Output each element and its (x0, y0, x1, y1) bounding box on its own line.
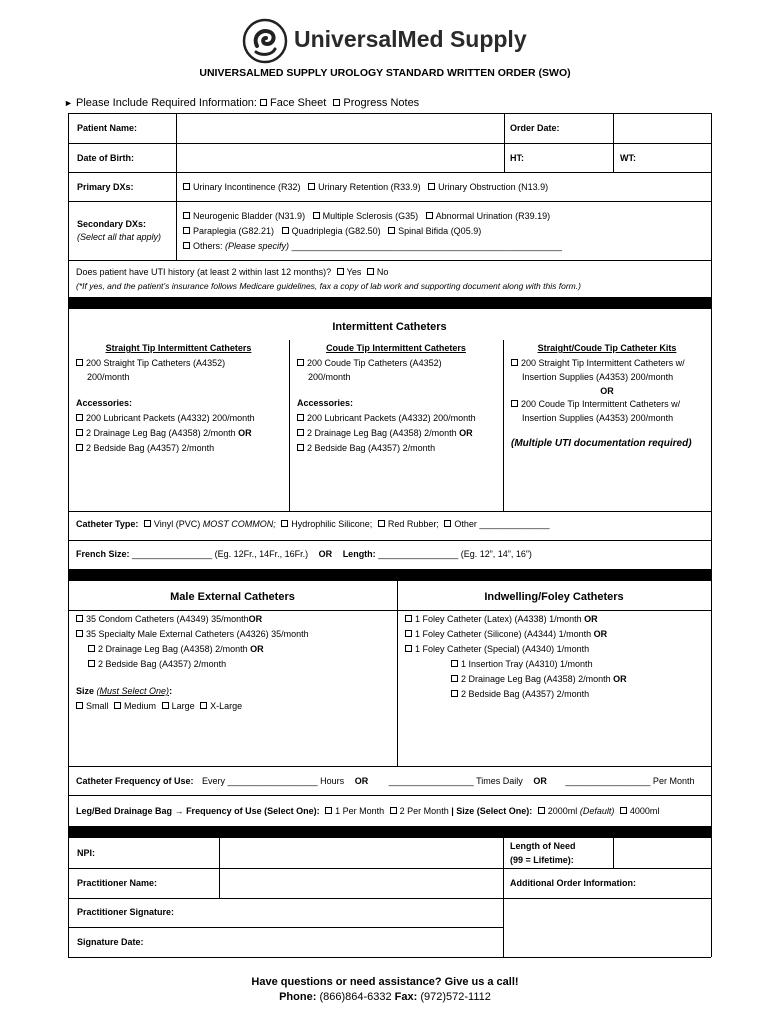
swirl-logo-icon (242, 18, 288, 64)
logo (240, 18, 540, 64)
others-input[interactable]: ______________________________________________________ (291, 241, 562, 251)
others-hint: (Please specify) (225, 241, 290, 251)
length-need-label: Length of Need (510, 841, 576, 851)
male-leg-bag-item (88, 644, 264, 654)
dob-label: Date of Birth: (77, 153, 134, 163)
item-label: 2 Bedside Bag (A4357) 2/month (98, 659, 227, 669)
arrow-right-icon: → (174, 806, 184, 816)
straight-tip-item (76, 358, 225, 368)
signature-field[interactable] (190, 900, 502, 926)
item-label: 1 Foley Catheter (Silicone) (A4344) 1/month (415, 629, 592, 639)
large-checkbox[interactable] (162, 702, 169, 709)
or-label: OR (459, 428, 473, 438)
option-label: Urinary Obstruction (N13.9) (438, 182, 549, 192)
or-label: OR (584, 614, 598, 624)
drainage-size-label: | Size (Select One): (451, 806, 533, 816)
or-label: OR (613, 674, 627, 684)
most-common-label: MOST COMMON; (202, 519, 276, 529)
lubricant-checkbox[interactable] (297, 414, 304, 421)
item-label: 35 Condom Catheters (A4349) 35/month (86, 614, 249, 624)
secondary-dx-label: Secondary DXs: (77, 219, 147, 229)
form-title: UNIVERSALMED SUPPLY UROLOGY STANDARD WRITTEN ORDER (SWO) (199, 67, 571, 79)
practitioner-name-field[interactable] (221, 870, 502, 897)
option-label: Other ______________ (454, 519, 550, 529)
leg-bag-checkbox[interactable] (76, 429, 83, 436)
primary-dx-label: Primary DXs: (77, 182, 134, 192)
lubricant-item (76, 413, 255, 423)
quadriplegia-checkbox[interactable] (282, 227, 289, 234)
xlarge-checkbox[interactable] (200, 702, 207, 709)
patient-name-field[interactable] (178, 115, 502, 142)
uti-question-row (76, 267, 388, 277)
or-label: OR (238, 428, 252, 438)
primary-dx-options (183, 182, 548, 192)
small-checkbox[interactable] (76, 702, 83, 709)
uti-yes-label: Yes (346, 267, 362, 277)
straight-tip-qty: 200/month (87, 372, 130, 382)
medium-checkbox[interactable] (114, 702, 121, 709)
secondary-dx-row1 (183, 211, 550, 221)
order-date-field[interactable] (615, 115, 709, 142)
additional-info-label: Additional Order Information: (510, 878, 636, 888)
straight-tip-head: Straight Tip Intermittent Catheters (105, 343, 252, 353)
uti-question: Does patient have UTI history (at least 2 within last 12 months)? (76, 267, 332, 277)
kit-or-label: OR (600, 386, 614, 396)
item-label: 2 Bedside Bag (A4357) 2/month (86, 443, 215, 453)
fax-number[interactable]: (972)572-1112 (420, 991, 491, 1003)
or-label: OR (250, 644, 264, 654)
npi-label: NPI: (77, 848, 95, 858)
uti-note: (*If yes, and the patient’s insurance follows Medicare guidelines, fax a copy of lab work and supporting document along with this form.) (76, 281, 581, 291)
other-type-checkbox[interactable] (444, 520, 451, 527)
or-label: OR (593, 629, 608, 639)
drainage-label: Leg/Bed Drainage Bag (76, 806, 173, 816)
wt-label: WT: (620, 153, 636, 163)
required-info (64, 97, 419, 109)
item-label: 2 Drainage Leg Bag (A4358) 2/month (98, 644, 248, 654)
secondary-dx-hint: (Select all that apply) (77, 232, 162, 242)
section-divider (68, 297, 712, 309)
phone-label: Phone: (279, 991, 317, 1003)
french-size-label: French Size: (76, 549, 130, 559)
paraplegia-checkbox[interactable] (183, 227, 190, 234)
item-label: 2 Bedside Bag (A4357) 2/month (461, 689, 590, 699)
coude-tip-item (297, 358, 442, 368)
arrow-right-icon: ► (64, 98, 73, 108)
condom-item (76, 614, 262, 624)
item-label: 35 Specialty Male External Catheters (A4326) 35/month (86, 629, 309, 639)
face-sheet-checkbox[interactable] (260, 99, 267, 106)
male-bedside-item (88, 659, 226, 669)
spinal-bifida-checkbox[interactable] (388, 227, 395, 234)
specialty-item (76, 629, 309, 639)
multiple-sclerosis-checkbox[interactable] (313, 212, 320, 219)
option-label: Abnormal Urination (R39.19) (435, 211, 551, 221)
option-label: Red Rubber; (387, 519, 439, 529)
foley-bedside-checkbox[interactable] (451, 690, 458, 697)
option-label: 2000ml (547, 806, 578, 816)
abnormal-urination-checkbox[interactable] (426, 212, 433, 219)
urinary-incontinence-checkbox[interactable] (183, 183, 190, 190)
item-label: 200 Straight Tip Intermittent Catheters w/ (521, 358, 685, 368)
ht-label: HT: (510, 153, 524, 163)
coude-tip-checkbox[interactable] (297, 359, 304, 366)
uti-no-checkbox[interactable] (367, 268, 374, 275)
insertion-tray-checkbox[interactable] (451, 660, 458, 667)
option-label: Quadriplegia (G82.50) (291, 226, 381, 236)
item-label: 1 Foley Catheter (Latex) (A4338) 1/month (415, 614, 582, 624)
item-label: 200 Lubricant Packets (A4332) 200/month (307, 413, 476, 423)
multiple-uti-note: (Multiple UTI documentation required) (511, 438, 692, 449)
foley-special-item (405, 644, 589, 654)
size-label: Size (76, 686, 95, 696)
bedside-bag-checkbox[interactable] (76, 444, 83, 451)
npi-field[interactable] (221, 840, 502, 867)
neurogenic-bladder-checkbox[interactable] (183, 212, 190, 219)
intermittent-title: Intermittent Catheters (332, 321, 447, 333)
kits-head: Straight/Coude Tip Catheter Kits (537, 343, 677, 353)
item-label: 200 Straight Tip Catheters (A4352) (86, 358, 226, 368)
foley-silicone-checkbox[interactable] (405, 630, 412, 637)
condom-checkbox[interactable] (76, 615, 83, 622)
bedside-bag-item (297, 443, 435, 453)
signature-date-label: Signature Date: (77, 937, 144, 947)
bedside-bag-item (76, 443, 214, 453)
size-hint: (Must Select One) (96, 686, 170, 696)
dob-field[interactable] (178, 145, 502, 171)
or-label: OR (318, 549, 333, 559)
catheter-type-label: Catheter Type: (76, 519, 139, 529)
coude-tip-qty: 200/month (308, 372, 351, 382)
section-divider (68, 826, 712, 838)
hydrophilic-checkbox[interactable] (281, 520, 288, 527)
frequency-row (76, 776, 694, 786)
kit-coude-checkbox[interactable] (511, 400, 518, 407)
every-hours-input[interactable]: Every __________________ Hours (202, 776, 345, 786)
option-label: 1 Per Month (335, 806, 385, 816)
accessories-label: Accessories: (76, 398, 133, 408)
option-label: Small (86, 701, 109, 711)
uti-yes-checkbox[interactable] (337, 268, 344, 275)
phone-number[interactable]: (866)864-6332 (319, 991, 392, 1003)
urinary-retention-checkbox[interactable] (308, 183, 315, 190)
straight-tip-checkbox[interactable] (76, 359, 83, 366)
signature-label: Practitioner Signature: (77, 907, 175, 917)
accessories-label: Accessories: (297, 398, 354, 408)
leg-bag-checkbox[interactable] (297, 429, 304, 436)
insertion-tray-item (451, 659, 593, 669)
foley-leg-bag-item (451, 674, 627, 684)
option-label: Multiple Sclerosis (G35) (322, 211, 419, 221)
lubricant-item (297, 413, 476, 423)
length-need-field[interactable] (615, 840, 709, 867)
coude-tip-head: Coude Tip Intermittent Catheters (326, 343, 466, 353)
red-rubber-checkbox[interactable] (378, 520, 385, 527)
footer-question: Have questions or need assistance? Give us a call! (251, 976, 519, 988)
male-leg-bag-checkbox[interactable] (88, 645, 95, 652)
footer-contact (0, 991, 770, 1003)
progress-notes-checkbox[interactable] (333, 99, 340, 106)
or-label: OR (354, 776, 369, 786)
practitioner-name-label: Practitioner Name: (77, 878, 158, 888)
size-row-label: Size (Must Select One): (76, 686, 173, 696)
uti-no-label: No (376, 267, 389, 277)
size-4000-checkbox[interactable] (620, 807, 627, 814)
secondary-dx-row2 (183, 226, 481, 236)
or-label: OR (533, 776, 547, 786)
foley-silicone-item (405, 629, 607, 639)
required-info-prefix: Please Include Required Information: (75, 97, 257, 109)
kit-straight-item (511, 358, 685, 368)
size-2000-checkbox[interactable] (538, 807, 545, 814)
size-options (76, 701, 242, 711)
lubricant-checkbox[interactable] (76, 414, 83, 421)
foley-leg-bag-checkbox[interactable] (451, 675, 458, 682)
kit-straight-checkbox[interactable] (511, 359, 518, 366)
signature-date-field[interactable] (160, 929, 502, 956)
length-input[interactable]: ________________ (Eg. 12”, 14”, 16”) (378, 549, 532, 559)
urinary-obstruction-checkbox[interactable] (428, 183, 435, 190)
kit-coude-item (511, 399, 680, 409)
leg-bag-item (297, 428, 473, 438)
foley-title: Indwelling/Foley Catheters (484, 591, 624, 603)
default-label: (Default) (579, 806, 615, 816)
others-label: Others: (193, 241, 223, 251)
foley-latex-item (405, 614, 598, 624)
item-label: 1 Insertion Tray (A4310) 1/month (461, 659, 593, 669)
lifetime-label: (99 = Lifetime): (510, 855, 574, 865)
french-size-row (76, 549, 532, 559)
brand-name: UniversalMed Supply (294, 26, 527, 52)
option-label: 2 Per Month (399, 806, 449, 816)
patient-name-label: Patient Name: (77, 123, 138, 133)
vinyl-checkbox[interactable] (144, 520, 151, 527)
two-per-month-checkbox[interactable] (390, 807, 397, 814)
option-label: 4000ml (629, 806, 660, 816)
item-label: 2 Drainage Leg Bag (A4358) 2/month (461, 674, 611, 684)
item-label: 2 Drainage Leg Bag (A4358) 2/month (307, 428, 457, 438)
option-label: Medium (124, 701, 157, 711)
additional-info-field[interactable] (505, 899, 710, 956)
others-checkbox[interactable] (183, 242, 190, 249)
drainage-row (76, 806, 659, 816)
item-label: 200 Coude Tip Catheters (A4352) (307, 358, 442, 368)
option-label: Neurogenic Bladder (N31.9) (193, 211, 306, 221)
bedside-bag-checkbox[interactable] (297, 444, 304, 451)
face-sheet-label: Face Sheet (270, 97, 327, 109)
order-date-label: Order Date: (510, 123, 560, 133)
drainage-freq-label: Frequency of Use (Select One): (186, 806, 320, 816)
option-label: Urinary Incontinence (R32) (193, 182, 301, 192)
french-size-input[interactable]: ________________ (Eg. 12Fr., 14Fr., 16Fr.) (132, 549, 309, 559)
specialty-checkbox[interactable] (76, 630, 83, 637)
leg-bag-item (76, 428, 252, 438)
item-label: 200 Lubricant Packets (A4332) 200/month (86, 413, 255, 423)
section-divider (68, 569, 712, 581)
option-label: Vinyl (PVC) (153, 519, 201, 529)
item-label: 1 Foley Catheter (Special) (A4340) 1/month (415, 644, 590, 654)
male-bedside-checkbox[interactable] (88, 660, 95, 667)
one-per-month-checkbox[interactable] (325, 807, 332, 814)
kit-straight-qty: Insertion Supplies (A4353) 200/month (522, 372, 674, 382)
frequency-label: Catheter Frequency of Use: (76, 776, 194, 786)
option-label: Urinary Retention (R33.9) (318, 182, 421, 192)
foley-bedside-item (451, 689, 589, 699)
foley-special-checkbox[interactable] (405, 645, 412, 652)
item-label: 200 Coude Tip Intermittent Catheters w/ (521, 399, 681, 409)
kit-coude-qty: Insertion Supplies (A4353) 200/month (522, 413, 674, 423)
option-label: Spinal Bifida (Q05.9) (398, 226, 482, 236)
male-external-title: Male External Catheters (170, 591, 295, 603)
foley-latex-checkbox[interactable] (405, 615, 412, 622)
option-label: Paraplegia (G82.21) (193, 226, 275, 236)
progress-notes-label: Progress Notes (343, 97, 420, 109)
fax-label: Fax: (394, 991, 418, 1003)
or-label: OR (248, 614, 263, 624)
option-label: X-Large (210, 701, 243, 711)
option-label: Large (171, 701, 195, 711)
option-label: Hydrophilic Silicone; (291, 519, 373, 529)
item-label: 2 Drainage Leg Bag (A4358) 2/month (86, 428, 236, 438)
others-row (183, 241, 562, 251)
catheter-type-row (76, 519, 549, 529)
per-month-input[interactable]: _________________ Per Month (565, 776, 695, 786)
times-daily-input[interactable]: _________________ Times Daily (388, 776, 523, 786)
item-label: 2 Bedside Bag (A4357) 2/month (307, 443, 436, 453)
length-label: Length: (342, 549, 376, 559)
